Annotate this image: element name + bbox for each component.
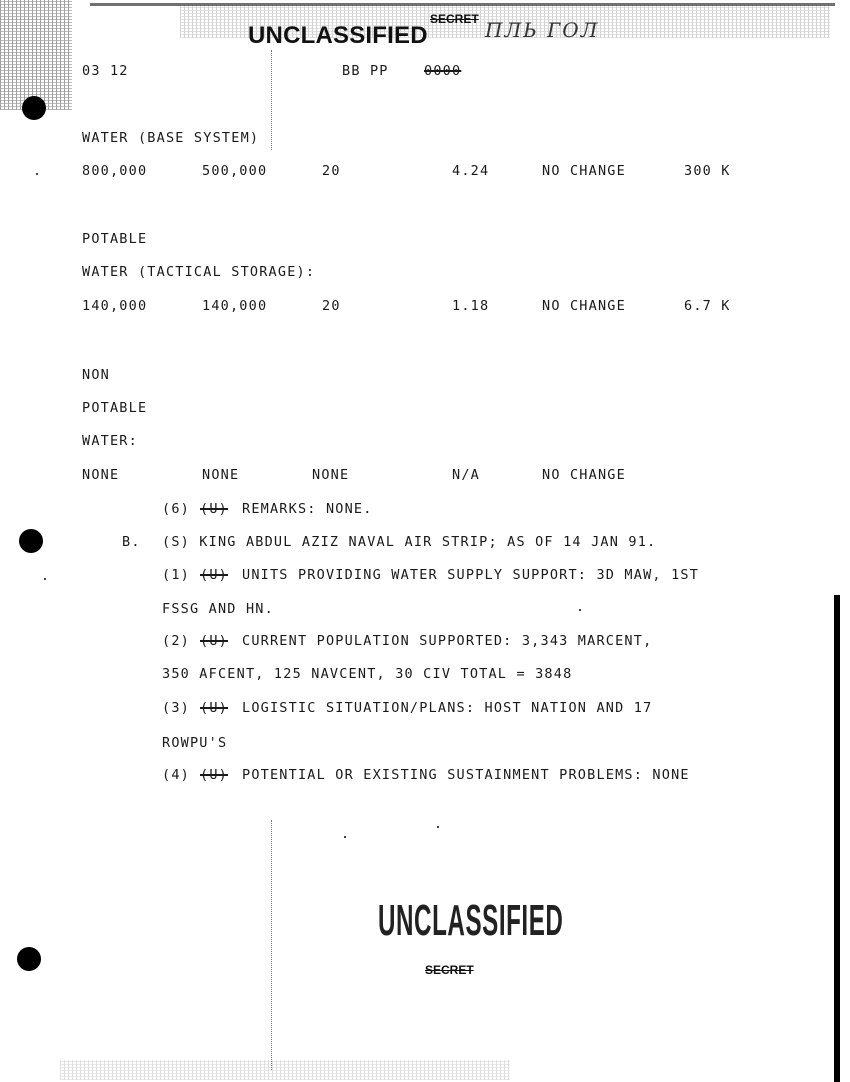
item-1-struck-marking: (U) [200, 567, 228, 583]
water-tactical-cell-4: 1.18 [452, 298, 490, 314]
item-3-line-2: ROWPU'S [162, 735, 228, 751]
item-3-line-1: LOGISTIC SITUATION/PLANS: HOST NATION AND 17 [242, 700, 653, 716]
item-4-struck-marking: (U) [200, 767, 228, 783]
water-base-cell-4: 4.24 [452, 163, 490, 179]
water-tactical-cell-6: 6.7 K [684, 298, 731, 314]
water-base-label: WATER (BASE SYSTEM) [82, 130, 260, 146]
water-nonpotable-cell-2: NONE [202, 467, 240, 483]
item-2-struck-marking: (U) [200, 633, 228, 649]
water-nonpotable-label-2: POTABLE [82, 400, 148, 416]
water-tactical-cell-1: 140,000 [82, 298, 148, 314]
water-base-cell-5: NO CHANGE [542, 163, 626, 179]
water-nonpotable-cell-3: NONE [312, 467, 350, 483]
item-2-line-2: 350 AFCENT, 125 NAVCENT, 30 CIV TOTAL = 3848 [162, 666, 573, 682]
water-tactical-cell-3: 20 [322, 298, 341, 314]
water-tactical-cell-5: NO CHANGE [542, 298, 626, 314]
water-base-cell-3: 20 [322, 163, 341, 179]
handwritten-scribble: ПЛЬ ГОЛ [485, 18, 600, 42]
routing-code-struck: 0000 [424, 63, 462, 79]
item-2-line-1: CURRENT POPULATION SUPPORTED: 3,343 MARCENT, [242, 633, 653, 649]
remarks-text: REMARKS: NONE. [242, 501, 373, 517]
water-nonpotable-label-3: WATER: [82, 433, 138, 449]
speck [344, 836, 346, 838]
routing-code: BB PP [342, 63, 389, 79]
superseded-marking-top: SECRET [430, 12, 479, 26]
scan-noise-top-left [0, 0, 72, 110]
water-tactical-label-1: POTABLE [82, 231, 148, 247]
water-tactical-cell-2: 140,000 [202, 298, 268, 314]
item-1-line-2: FSSG AND HN. [162, 601, 274, 617]
speck [579, 609, 581, 611]
speck [437, 826, 439, 828]
section-b-letter: B. [122, 534, 141, 550]
classification-stamp-top: UNCLASSIFIED [248, 22, 428, 49]
remarks-number: (6) [162, 501, 190, 517]
water-base-cell-6: 300 K [684, 163, 731, 179]
speck [44, 578, 46, 580]
water-nonpotable-cell-5: NO CHANGE [542, 467, 626, 483]
right-edge-bar [834, 595, 840, 1082]
remarks-struck-marking: (U) [200, 501, 228, 517]
water-nonpotable-label-1: NON [82, 367, 110, 383]
water-nonpotable-cell-4: N/A [452, 467, 480, 483]
scan-noise-bottom [60, 1060, 510, 1080]
serial-number: 03 12 [82, 63, 129, 79]
punch-hole-bottom [17, 947, 41, 971]
item-3-number: (3) [162, 700, 190, 716]
superseded-marking-bottom: SECRET [425, 963, 474, 977]
item-1-number: (1) [162, 567, 190, 583]
water-base-cell-1: 800,000 [82, 163, 148, 179]
item-4-number: (4) [162, 767, 190, 783]
item-1-line-1: UNITS PROVIDING WATER SUPPLY SUPPORT: 3D MAW, 1ST [242, 567, 700, 583]
punch-hole-middle [19, 529, 43, 553]
item-4-line-1: POTENTIAL OR EXISTING SUSTAINMENT PROBLEMS: NONE [242, 767, 690, 783]
water-base-cell-2: 500,000 [202, 163, 268, 179]
item-3-struck-marking: (U) [200, 700, 228, 716]
dotted-guide-1 [271, 50, 272, 150]
punch-hole-top [22, 96, 46, 120]
item-2-number: (2) [162, 633, 190, 649]
water-nonpotable-cell-1: NONE [82, 467, 120, 483]
water-tactical-label-2: WATER (TACTICAL STORAGE): [82, 264, 316, 280]
speck [36, 173, 38, 175]
section-b-heading: (S) KING ABDUL AZIZ NAVAL AIR STRIP; AS OF 14 JAN 91. [162, 534, 657, 550]
classification-stamp-bottom: UNCLASSIFIED [378, 896, 564, 945]
dotted-guide-2 [271, 820, 272, 1070]
